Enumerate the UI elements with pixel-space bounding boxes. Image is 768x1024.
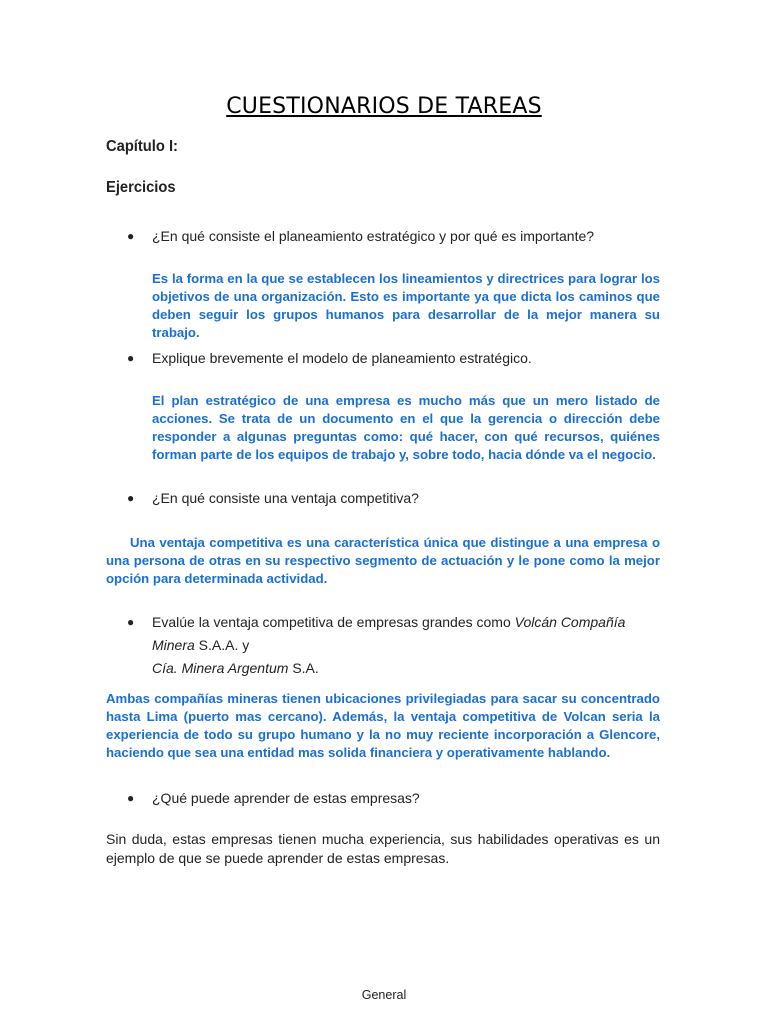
question-5 [127,787,667,809]
question-4-middle: S.A.A. y [194,637,250,653]
answer-4: Ambas compañías mineras tienen ubicaciones privilegiadas para sacar su concentrado hasta Lima (puerto mas cercano). Además, la ventaja competitiva de Volcan seria la experiencia de todo su grupo humano y la no muy reciente incorporación a Glencore, haciendo que sea una entidad mas solida financiera y operativamente hablando. [106,691,660,760]
bullet-icon: ● [127,615,135,629]
document-title: CUESTIONARIOS DE TAREAS [226,94,542,119]
chapter-heading: Capítulo I: [106,138,178,155]
question-4-prefix: Evalúe la ventaja competitiva de empresas grandes como [152,614,515,630]
question-3 [127,487,667,509]
bullet-icon: ● [127,491,135,505]
answer-2: El plan estratégico de una empresa es mucho más que un mero listado de acciones. Se trata de un documento en el que la gerencia o dirección debe responder a algunas preguntas como: qué hacer, con qué recursos, quiénes forman parte de los equipos de trabajo y, sobre todo, hacia dónde va el negocio. [152,393,660,462]
bullet-icon: ● [127,791,135,805]
question-4 [127,611,667,676]
section-heading: Ejercicios [106,179,176,196]
answer-3: Una ventaja competitiva es una característica única que distingue a una empresa o una persona de otras en su respectivo segmento de actuación y le pone como la mejor opción para determinada actividad. [106,535,660,586]
question-2-text: Explique brevemente el modelo de planeamiento estratégico. [152,350,532,366]
bullet-icon: ● [127,351,135,365]
company-name-argentum: Cía. Minera Argentum [152,660,289,676]
question-3-text: ¿En qué consiste una ventaja competitiva? [152,490,419,506]
bullet-icon: ● [127,229,135,243]
answer-5: Sin duda, estas empresas tienen mucha experiencia, sus habilidades operativas es un ejemplo de que se puede aprender de estas empresas. [106,831,660,866]
question-1 [127,225,667,247]
question-2 [127,347,667,369]
question-4-suffix: S.A. [288,660,319,676]
question-1-text: ¿En qué consiste el planeamiento estratégico y por qué es importante? [152,228,595,244]
question-4-text [152,611,667,680]
answer-1: Es la forma en la que se establecen los lineamientos y directrices para lograr los objetivos de una organización. Esto es importante ya que dicta los caminos que deben seguir los grupos humanos para desarrollar de la mejor manera su trabajo. [152,271,660,340]
footer-label: General [361,988,407,1002]
question-5-text: ¿Qué puede aprender de estas empresas? [152,790,420,806]
company-name-volcan: Volcán Compañía Minera [152,614,626,653]
